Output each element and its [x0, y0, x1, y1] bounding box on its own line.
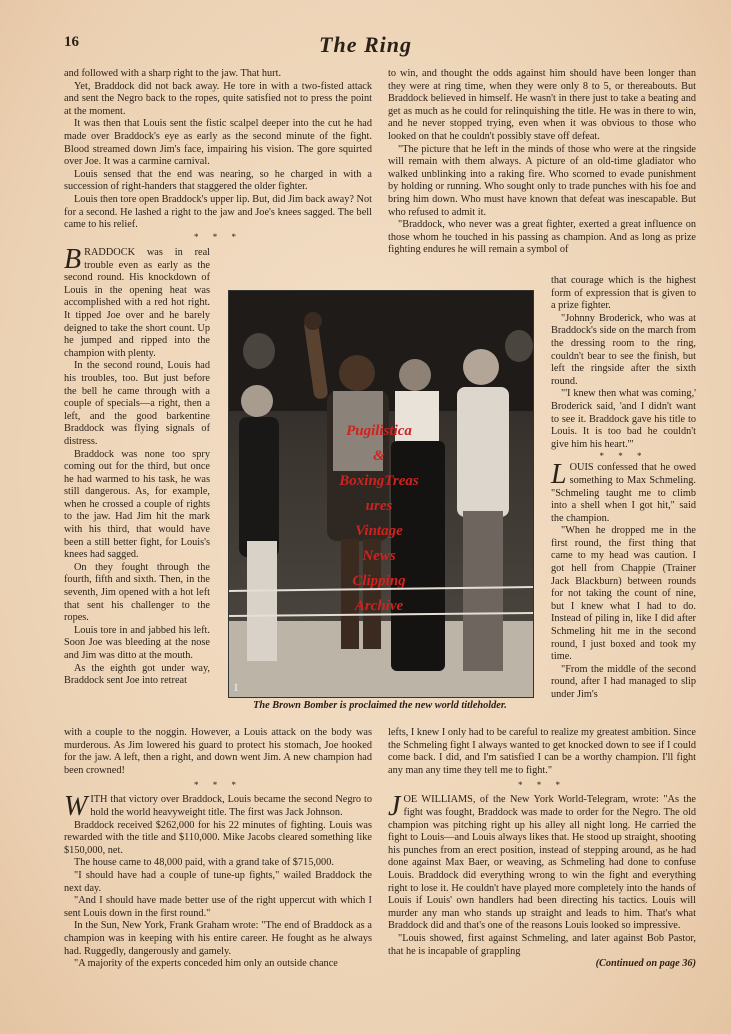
paragraph: "And I should have made better use of the right uppercut with which I sent Louis down in the first round.": [64, 895, 372, 919]
watermark-line: &: [373, 448, 385, 464]
paragraph: On they fought through the fourth, fifth and sixth. Then, in the seventh, Jim opened with a hot left that sent his challenger to the ropes.: [64, 561, 210, 624]
section-divider: * * *: [194, 780, 242, 791]
boxing-photo: [228, 290, 534, 698]
drop-cap: B: [64, 244, 82, 275]
section-divider: * * *: [194, 231, 242, 242]
watermark-line: BoxingTreas: [339, 473, 419, 489]
paragraph: It was then that Louis sent the fistic scalpel deeper into the cut he had made over Braddock's eye as early as the second minute of the fight. Blood streamed down Jim's face, impairing his vision. The gore squirted over Joe. It was a carmine carnival.: [64, 118, 372, 168]
paragraph: "Louis showed, first against Schmeling, and later against Bob Pastor, that he is incapable of grappling: [388, 932, 696, 957]
paragraph: Braddock was none too spry coming out for the third, but once he had warmed to his task, he was still dangerous. As, for example, when he crossed a couple of rights to the jaw. Had Jim hit the mark with his third, that would have been a still better fight, for Louis's knees had sagged.: [64, 448, 210, 561]
paragraph: OUIS confessed that he owed something to Max Schmeling. "Schmeling taught me to climb into a shell when I got hit," said the champion.: [551, 462, 696, 524]
paragraph: "I should have had a couple of tune-up fights," wailed Braddock the next day.: [64, 869, 372, 894]
right-column-wide: [388, 727, 696, 971]
paragraph: "From the middle of the second round, after I had managed to slip under Jim's: [551, 663, 696, 700]
masthead: The Ring: [319, 32, 412, 57]
left-column-wide: [64, 727, 372, 971]
watermark: [289, 419, 469, 619]
section-divider: * * *: [518, 780, 566, 791]
paragraph: Braddock received $262,000 for his 22 minutes of fighting. Louis was rewarded with the title and $110,000. Mike Jacobs cleared something like $150,000, net.: [64, 819, 372, 856]
page-number: 16: [64, 34, 79, 50]
paragraph: Yet, Braddock did not back away. He tore in with a two-fisted attack and sent the Negro back to the ropes, quite satisfied not to press the point at the moment.: [64, 80, 372, 117]
right-column-narrow: [551, 275, 696, 702]
paragraph: "The picture that he left in the minds of those who were at the ringside will remain with them always. A picture of an old-time gladiator who walked unblinking into a raking fire. Who scorned to evade punishment by holding or running. Who sought only to trade punches with his foe and bring him down. Who must have known that defeat was inescapable. But who refused to admit it.: [388, 143, 696, 218]
paragraph: "Johnny Broderick, who was at Braddock's side on the march from the dressing room to the ring, couldn't bear to see the finish, but left the ringside after the sixth round.: [551, 312, 696, 387]
paragraph: The house came to 48,000 paid, with a grand take of $715,000.: [74, 857, 334, 869]
paragraph: lefts, I knew I only had to be careful to realize my greatest ambition. Since the Schmeling fight I always wanted to get knocked down to see if I could come back. I did, and I'm satisfied I can be a worthy champion. I'll fight any man any time they tell me to fight.": [388, 727, 696, 776]
watermark-line: Vintage: [355, 523, 403, 539]
continued-note: (Continued on page 36): [595, 958, 696, 970]
paragraph: ITH that victory over Braddock, Louis became the second Negro to hold the world heavyweight title. The first was Jack Johnson.: [90, 794, 372, 818]
section-divider: * * *: [599, 451, 648, 462]
watermark-line: ures: [365, 498, 393, 514]
paragraph: "When he dropped me in the first round, the first thing that came to my head was caution. I got hell from Chappie (Trainer Jack Blackburn) between rounds for not taking the count of nine, but I knew what I had to do. Instead of piling in, like I did after Schmeling hit me in the second round, I just boxed and took my time.: [551, 525, 696, 663]
photo-caption: The Brown Bomber is proclaimed the new world titleholder.: [253, 700, 507, 711]
paragraph: "A majority of the experts conceded him only an outside chance: [74, 958, 338, 970]
left-column-top: [64, 68, 372, 243]
drop-cap: J: [388, 791, 401, 823]
watermark-line: News: [362, 548, 396, 564]
paragraph: "Braddock, who never was a great fighter, exerted a great influence on those whom he touched in his passing as champion. And as long as prize fighting endures he will remain a symbol of: [388, 219, 696, 256]
paragraph: with a couple to the noggin. However, a Louis attack on the body was murderous. As Jim lowered his guard to protect his stomach, Joe hooked for the jaw. A left, then a right, and down went Jim. A new champion had been crowned!: [64, 727, 372, 776]
paragraph: "'I knew then what was coming,' Broderick said, 'and I didn't want to see it. Braddock gave his title to Louis. It is too bad he couldn't give him his heart.'": [551, 388, 696, 450]
paragraph: that courage which is the highest form of expression that is given to a prize fighter.: [551, 275, 696, 312]
watermark-line: Pugilistica: [346, 423, 412, 439]
paragraph: In the second round, Louis had his troubles, too. But just before the bell he came through with a couple of specials—a right, then a left, and the good barkentine Braddock was flying signals of distress.: [64, 360, 210, 447]
right-column-top: [388, 68, 696, 257]
paragraph: OE WILLIAMS, of the New York World-Telegram, wrote: "As the fight was fought, Braddock was made to order for the Negro. The old champion was pitching right up his alley all night long. He carried the fight to Louis—and Louis always likes that. He stood up straight, shooting his punches from an erect position, instead of stepping around, as he had done against Max Baer, or weaving, as Schmeling had done to confuse Louis. Braddock did everything wrong to win the fight and everything right to lose it. He couldn't have played more completely into the hands of Louis if Louis' own handlers had been directing his tactics. Louis will murder any man who stands up straight and leads to him. That's what Braddock did and that's one of the reasons Louis looked so impressive.: [388, 794, 696, 932]
paragraph: to win, and thought the odds against him should have been longer than they were at ring time, when they were only 8 to 5, or thereabouts. But Braddock believed in himself. He wasn't in there just to take a beating and get as much as he could for relinquishing the title. He was in there to win, and he never stopped trying, even when it was obvious to those who looked on that he couldn't possibly stave off defeat.: [388, 68, 696, 142]
paragraph: RADDOCK was in real trouble even as early as the second round. His knockdown of Louis in the opening heat was accomplished with a red hot right. It tipped Joe over and he barely deigned to take the short count. Up he jumped and ripped into the champion with plenty.: [64, 247, 210, 359]
photo-number: 1: [233, 680, 239, 694]
watermark-line: Archive: [354, 598, 404, 614]
drop-cap: L: [551, 459, 567, 491]
paragraph: Louis then tore open Braddock's upper lip. But, did Jim back away? Not for a second. He lashed a right to the jaw and Joe's knees sagged. The bell came to his relief.: [64, 193, 372, 231]
left-column-mid: [64, 244, 210, 688]
paragraph: In the Sun, New York, Frank Graham wrote: "The end of Braddock as a champion was in keeping with his entire career. He fought as he always had. Ruggedly, dangerously and gamely.: [64, 920, 372, 957]
paragraph: Louis sensed that the end was nearing, so he charged in with a succession of right-handers that staggered the older fighter.: [64, 168, 372, 193]
paragraph: and followed with a sharp right to the jaw. That hurt.: [64, 68, 282, 79]
watermark-line: Clipping: [352, 573, 406, 589]
paragraph: Louis tore in and jabbed his left. Soon Joe was bleeding at the nose and Jim was ditto at the mouth.: [64, 624, 210, 661]
paragraph: As the eighth got under way, Braddock sent Joe into retreat: [64, 662, 210, 687]
drop-cap: W: [64, 791, 88, 823]
